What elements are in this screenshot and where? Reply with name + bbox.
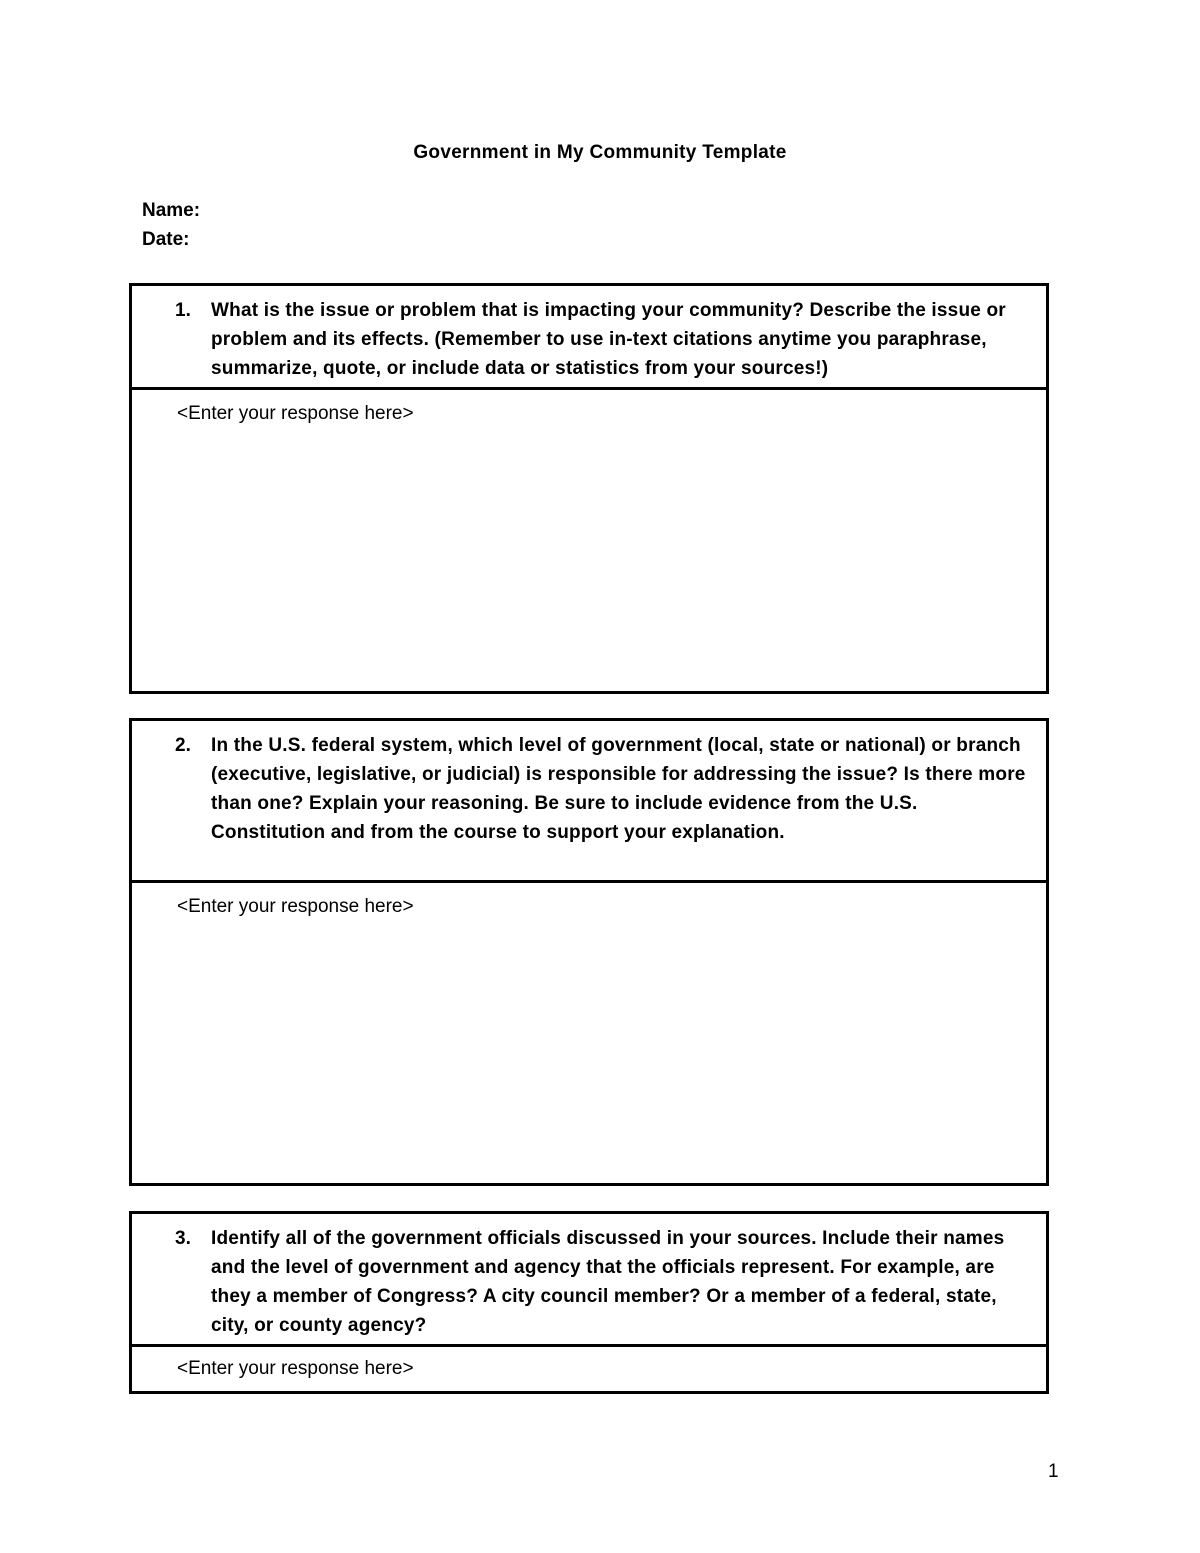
question-box-2 — [129, 718, 1049, 1186]
question-box-1 — [129, 283, 1049, 694]
page-number: 1 — [1048, 1461, 1059, 1482]
question-text-2: In the U.S. federal system, which level of government (local, state or national) or branch (executive, legislative, or judicial) is responsible for addressing the issue? Is there more than one? Explain your reasoning. Be sure to include evidence from the U.S. Constitution and from the course to support your explanation. — [211, 735, 1026, 843]
response-placeholder-2[interactable]: <Enter your response here> — [177, 896, 414, 917]
question-number-1: 1. — [175, 300, 191, 321]
date-label: Date: — [142, 229, 190, 250]
question-header-2 — [132, 721, 1046, 883]
question-text-3: Identify all of the government officials discussed in your sources. Include their names and the level of government and agency that the officials represent. For example, are they a member of Congress? A city council member? Or a member of a federal, state, city, or county agency? — [211, 1228, 1005, 1336]
question-number-3: 3. — [175, 1228, 191, 1249]
question-header-1 — [132, 286, 1046, 390]
response-area-1[interactable] — [132, 390, 1046, 691]
response-area-3[interactable] — [132, 1347, 1046, 1391]
question-box-3 — [129, 1211, 1049, 1394]
response-placeholder-3[interactable]: <Enter your response here> — [177, 1358, 414, 1379]
name-label: Name: — [142, 200, 201, 221]
response-area-2[interactable] — [132, 883, 1046, 1183]
question-header-3 — [132, 1214, 1046, 1347]
question-text-1: What is the issue or problem that is impacting your community? Describe the issue or problem and its effects. (Remember to use in-text citations anytime you paraphrase, summarize, quote, or include data or statistics from your sources!) — [211, 300, 1006, 379]
response-placeholder-1[interactable]: <Enter your response here> — [177, 403, 414, 424]
document-title: Government in My Community Template — [413, 142, 787, 163]
question-number-2: 2. — [175, 735, 191, 756]
